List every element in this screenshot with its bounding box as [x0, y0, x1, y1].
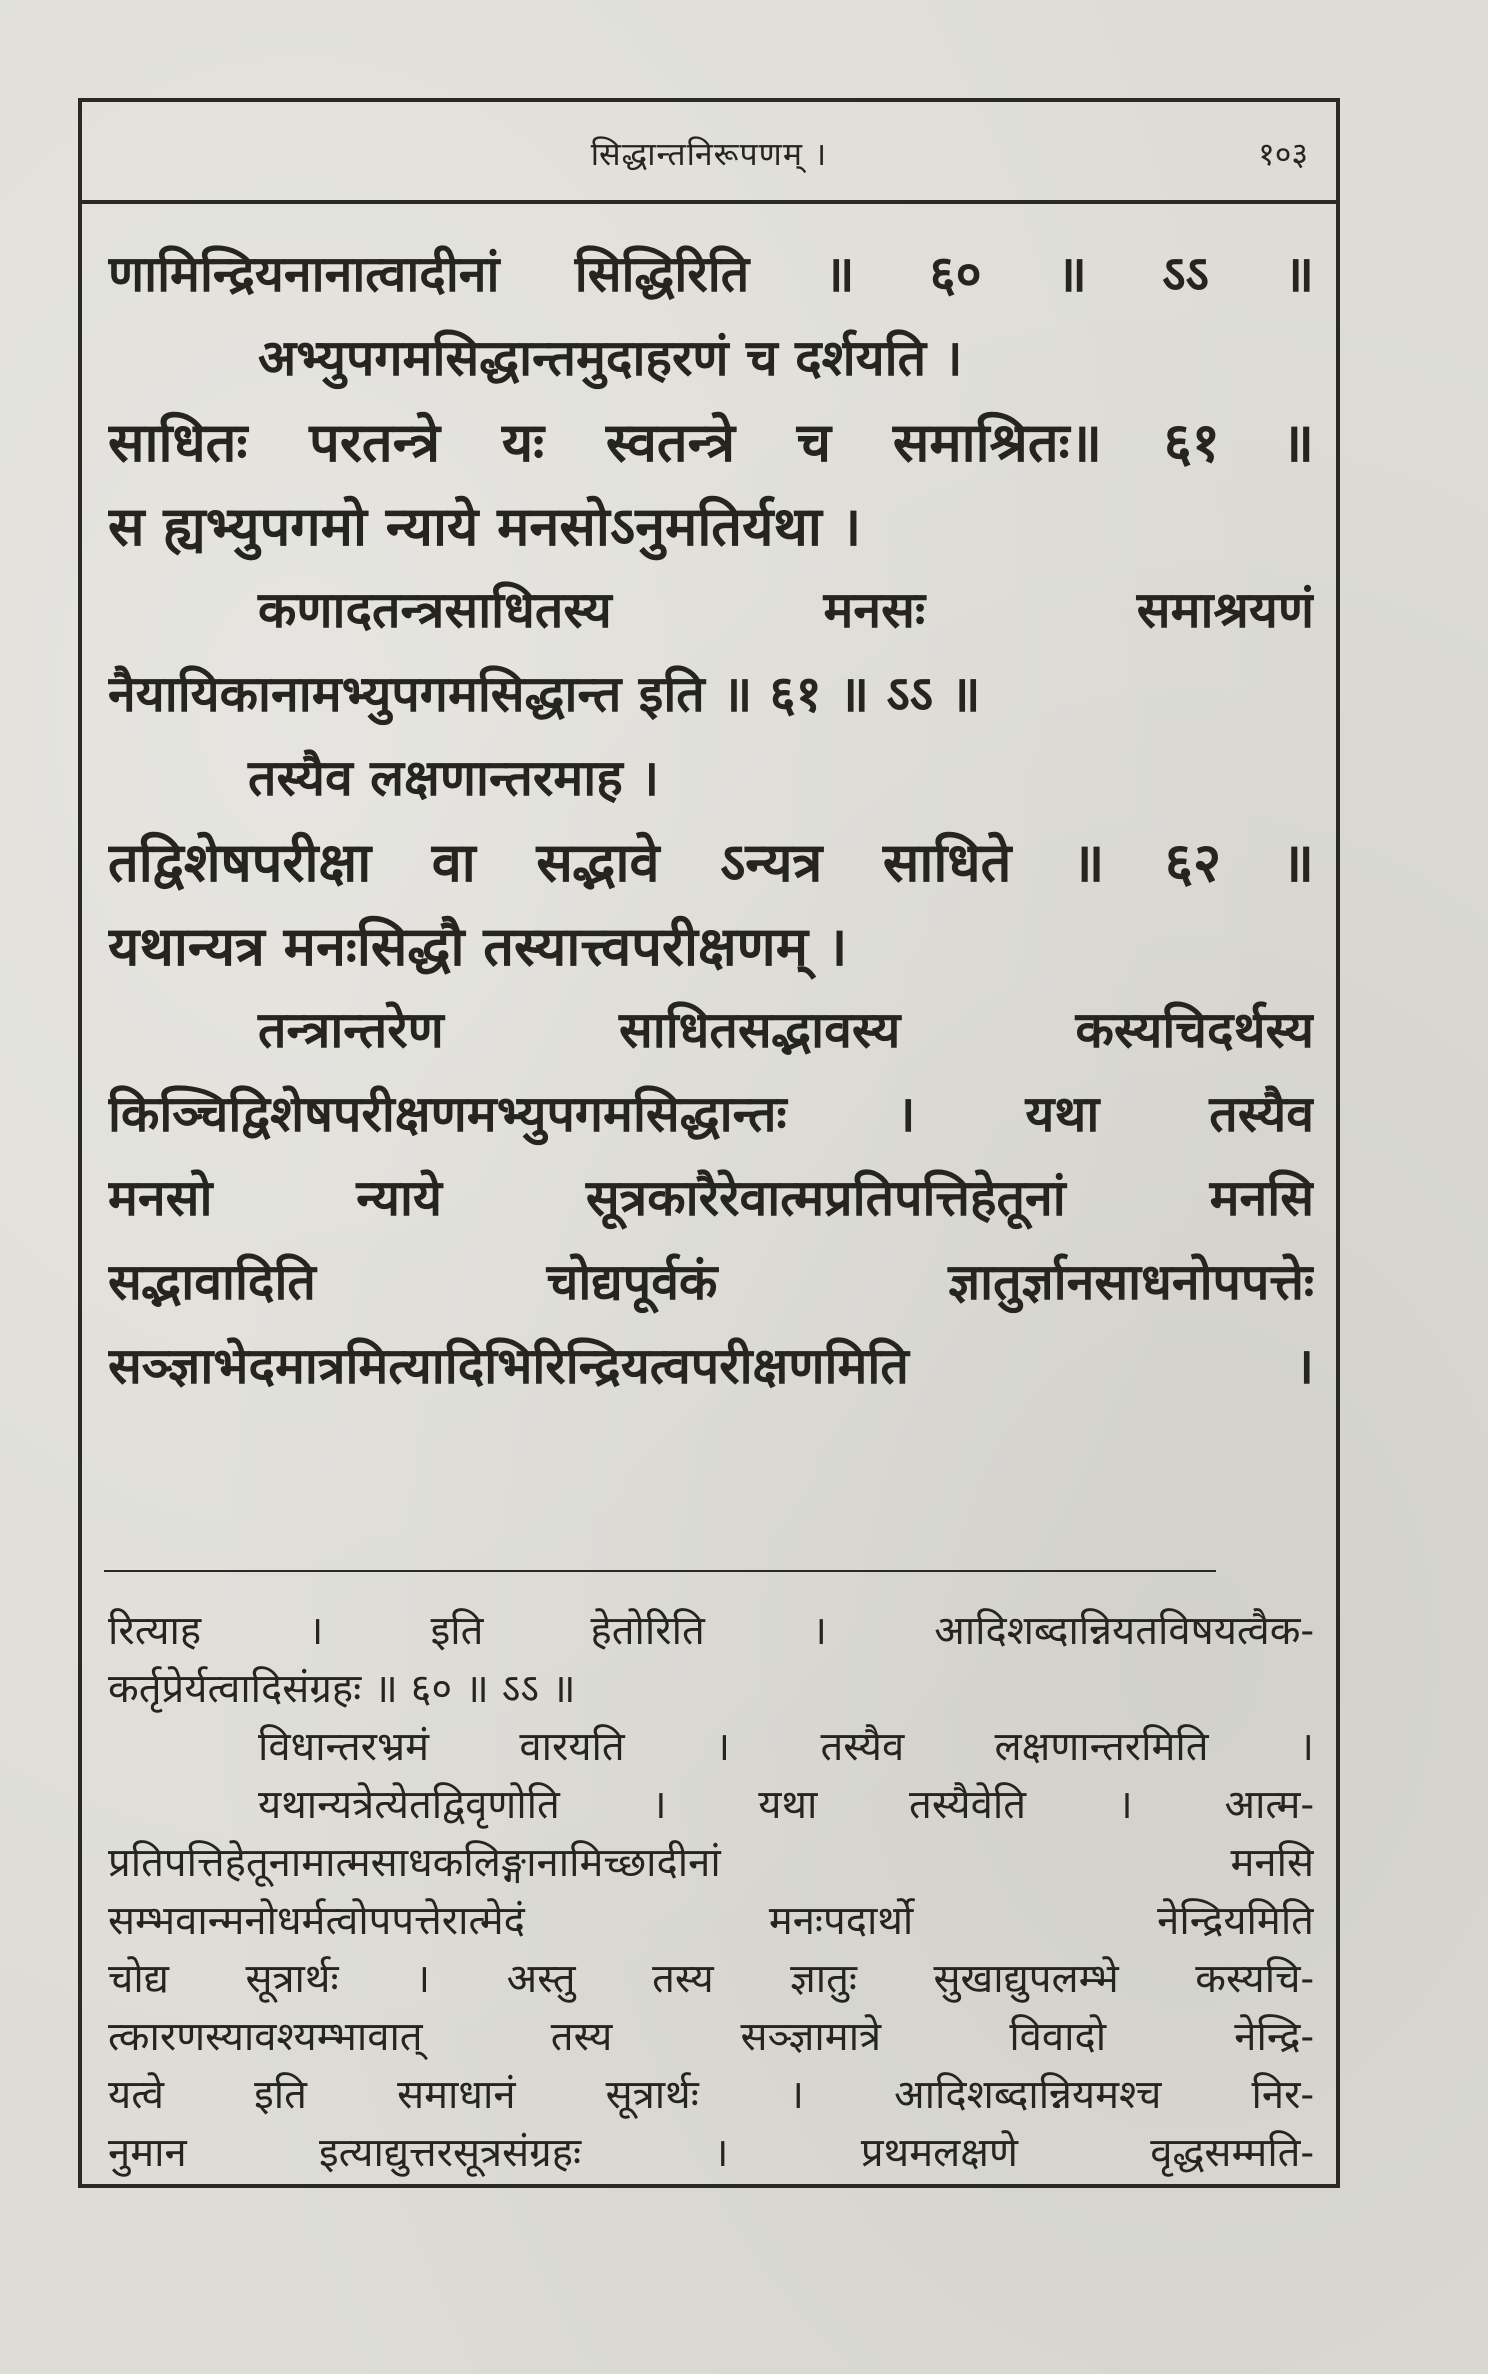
commentary-line: कर्तृप्रेर्यत्वादिसंग्रहः ॥ ६० ॥ ऽऽ ॥	[108, 1666, 576, 1712]
commentary-line: त्कारणस्यावश्यम्भावात् तस्य सञ्ज्ञामात्रे विवादो नेन्द्रि-	[108, 2014, 1314, 2060]
main-line: अभ्युपगमसिद्धान्तमुदाहरणं च दर्शयति ।	[258, 328, 963, 387]
main-line: तस्यैव लक्षणान्तरमाह ।	[248, 748, 660, 807]
main-line: किञ्चिद्विशेषपरीक्षणमभ्युपगमसिद्धान्तः । यथा तस्यैव	[108, 1084, 1314, 1143]
main-text	[108, 232, 1314, 1408]
commentary-line: यथान्यत्रेत्येतद्विवृणोति । यथा तस्यैवेति । आत्म-	[258, 1782, 1314, 1828]
main-line: णामिन्द्रियनानात्वादीनां सिद्धिरिति ॥ ६० ॥ ऽऽ ॥	[108, 244, 1314, 303]
main-line: नैयायिकानामभ्युपगमसिद्धान्त इति ॥ ६१ ॥ ऽऽ ॥	[108, 664, 981, 723]
sutra-line: तद्विशेषपरीक्षा वा सद्भावे ऽन्यत्र साधिते ॥ ६२ ॥	[108, 830, 1314, 894]
sutra-line: यथान्यत्र मनःसिद्धौ तस्यात्त्वपरीक्षणम् ।	[108, 914, 848, 978]
commentary-line: सम्भवान्मनोधर्मत्वोपपत्तेरात्मेदं मनःपदार्थो नेन्द्रियमिति	[108, 1898, 1314, 1944]
main-line: सञ्ज्ञाभेदमात्रमित्यादिभिरिन्द्रियत्वपरीक्षणमिति ।	[108, 1336, 1314, 1395]
main-line: तन्त्रान्तरेण साधितसद्भावस्य कस्यचिदर्थस्य	[258, 1000, 1314, 1059]
commentary-line: यत्वे इति समाधानं सूत्रार्थः । आदिशब्दान्नियमश्च निर-	[108, 2072, 1314, 2118]
commentary-line: नुमान इत्याद्युत्तरसूत्रसंग्रहः । प्रथमलक्षणे वृद्धसम्मति-	[108, 2130, 1314, 2176]
main-line: सद्भावादिति चोद्यपूर्वकं ज्ञातुर्ज्ञानसाधनोपपत्तेः	[108, 1252, 1314, 1311]
sutra-line: स ह्यभ्युपगमो न्याये मनसोऽनुमतिर्यथा ।	[108, 494, 862, 558]
sutra-line: साधितः परतन्त्रे यः स्वतन्त्रे च समाश्रितः॥ ६१ ॥	[108, 410, 1314, 474]
commentary-line: विधान्तरभ्रमं वारयति । तस्यैव लक्षणान्तरमिति ।	[258, 1724, 1314, 1770]
running-title: सिद्धान्तनिरूपणम् ।	[590, 135, 828, 173]
page-frame	[78, 98, 1340, 2188]
running-head	[82, 102, 1336, 204]
commentary-line: प्रतिपत्तिहेतूनामात्मसाधकलिङ्गानामिच्छादीनां मनसि	[108, 1840, 1314, 1886]
page-number: १०३	[1258, 135, 1308, 173]
main-line: कणादतन्त्रसाधितस्य मनसः समाश्रयणं	[258, 580, 1314, 639]
footnote-divider	[104, 1570, 1216, 1572]
commentary-line: रित्याह । इति हेतोरिति । आदिशब्दान्नियतविषयत्वैक-	[108, 1608, 1314, 1654]
commentary-line: चोद्य सूत्रार्थः । अस्तु तस्य ज्ञातुः सुखाद्युपलम्भे कस्यचि-	[108, 1956, 1314, 2002]
main-line: मनसो न्याये सूत्रकारैरेवात्मप्रतिपत्तिहेतूनां मनसि	[108, 1168, 1314, 1227]
commentary	[108, 1602, 1314, 2182]
